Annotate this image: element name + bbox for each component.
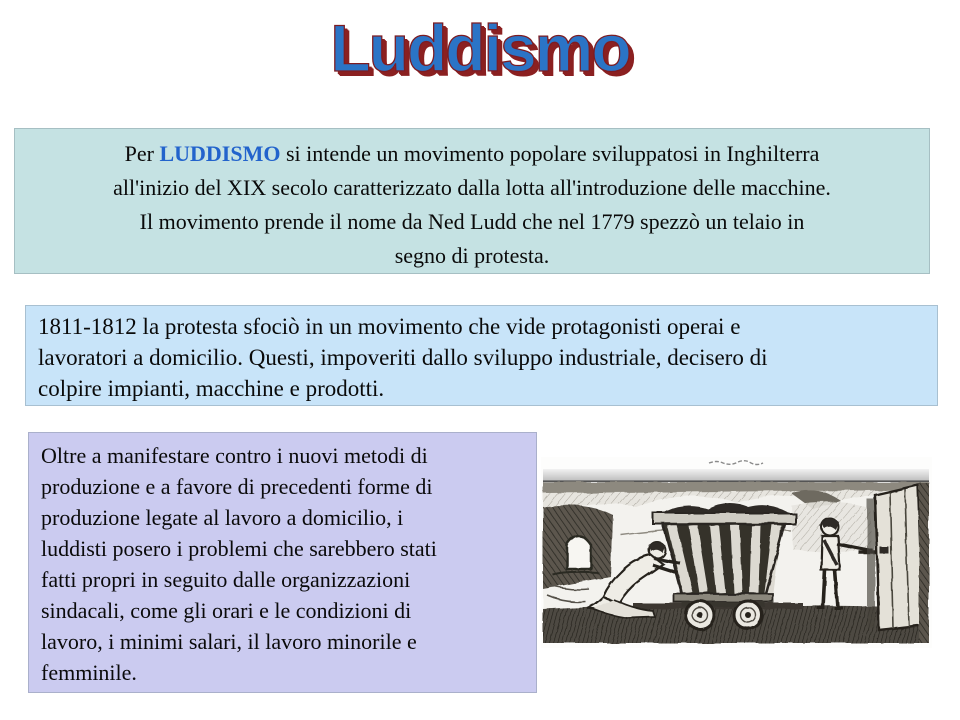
protest-line-1: 1811-1812 la protesta sfociò in un movimento che vide protagonisti operai e [38,314,741,339]
top-strip [543,469,929,481]
definition-line1-pre: Per [124,141,160,166]
demands-line-7: lavoro, i minimi salari, il lavoro minorile e [41,629,417,654]
definition-line-1 [29,137,915,171]
demands-line-4: luddisti posero i problemi che sarebbero stati [41,536,437,561]
definition-line-3: Il movimento prende il nome da Ned Ludd che nel 1779 spezzò un telaio in [139,209,805,234]
demands-line-1: Oltre a manifestare contro i nuovi metodi di [41,443,428,468]
mine-child-labour-engraving-image [541,457,932,648]
protest-line-3: colpire impianti, macchine e prodotti. [38,376,385,401]
top-strip-rule [543,480,929,482]
demands-line-6: sindacali, come gli orari e le condizioni di [41,598,412,623]
luddismo-term: LUDDISMO [159,141,281,166]
mine-engraving-svg [541,457,932,648]
definition-textbox [14,128,930,274]
protest-line-2: lavoratori a domicilio. Questi, impoveriti dallo sviluppo industriale, decisero di [38,345,768,370]
demands-line-3: produzione legate al lavoro a domicilio, i [41,505,404,530]
mine-scene [543,482,929,643]
protest-textbox [25,305,938,406]
slide-title: Luddismo [330,11,630,85]
demands-line-5: fatti propri in seguito dalle organizzazioni [41,567,411,592]
demands-line-2: produzione e a favore di precedenti forme di [41,474,433,499]
demands-line-8: femminile. [41,660,137,685]
demands-textbox [28,432,537,693]
definition-line1-post: si intende un movimento popolare sviluppatosi in Inghilterra [280,141,820,166]
definition-line-4: segno di protesta. [394,243,550,268]
definition-line-2: all'inizio del XIX secolo caratterizzato dalla lotta all'introduzione delle macchine. [113,175,831,200]
